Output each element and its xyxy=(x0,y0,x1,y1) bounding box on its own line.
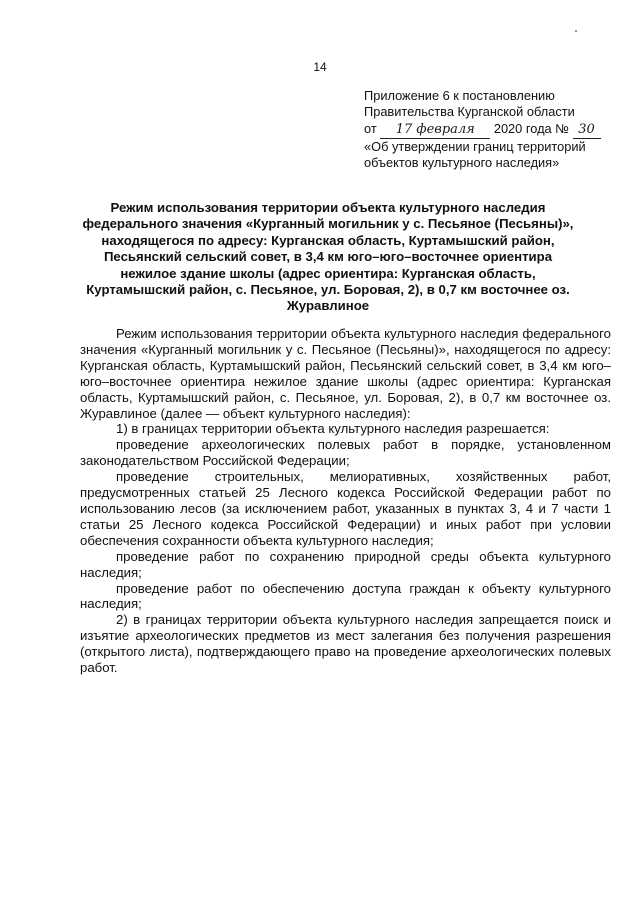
document-body xyxy=(80,326,611,676)
paragraph-prohibited: 2) в границах территории объекта культурного наследия запрещается поиск и изъятие археологических предметов из мест залегания без получения разрешения (открытого листа), подтверждающего право на проведение археологических полевых работ. xyxy=(80,612,611,676)
paragraph-allowed-nature: проведение работ по сохранению природной среды объекта культурного наследия; xyxy=(80,548,611,580)
handwritten-number: 30 xyxy=(573,122,601,139)
paragraph-allowed-access: проведение работ по обеспечению доступа граждан к объекту культурного наследия; xyxy=(80,580,611,612)
paragraph-allowed-construction: проведение строительных, мелиоративных, хозяйственных работ, предусмотренных статьей 25 Лесного кодекса Российской Федерации работ по использованию лесов (за исключением работ, указанных в пунктах 3, 4 и 7 части 1 статьи 25 Лесного кодекса Российской Федерации) и иных работ при условии обеспечения сохранности объекта культурного наследия; xyxy=(80,469,611,548)
scan-speck xyxy=(575,30,577,32)
document-title: Режим использования территории объекта культурного наследия федерального значения «Курганный могильник у с. Песьяное (Песьяны)», находящегося по адресу: Курганская область, Куртамышский район, Песьянский сельский совет, в 3,4 км юго–юго–восточнее ориентира нежилое здание школы (адрес ориентира: Курганская область, Куртамышский район, с. Песьяное, ул. Боровая, 2), в 0,7 км восточнее оз. Журавлиное xyxy=(82,200,574,314)
page-number: 14 xyxy=(313,60,327,74)
appendix-subject-line-1: «Об утверждении границ территорий xyxy=(364,138,586,154)
appendix-line-2: Правительства Курганской области xyxy=(364,104,575,120)
appendix-line-1: Приложение 6 к постановлению xyxy=(364,88,555,103)
appendix-year-text: 2020 года № xyxy=(493,120,569,136)
paragraph-allowed-archaeology: проведение археологических полевых работ в порядке, установленном законодательством Российской Федерации; xyxy=(80,437,611,469)
paragraph-intro: Режим использования территории объекта культурного наследия федерального значения «Курганный могильник у с. Песьяное (Песьяны)», находящегося по адресу: Курганская область, Куртамышский район, Песьянский сельский совет, в 3,4 км юго–юго–восточнее ориентира нежилое здание школы (адрес ориентира: Курганская область, Куртамышский район, с. Песьяное, ул. Боровая, 2), в 0,7 км восточнее оз. Журавлиное (далее — объект культурного наследия): xyxy=(80,326,611,421)
appendix-from-label: от xyxy=(364,120,377,136)
appendix-date-line xyxy=(364,121,614,139)
paragraph-allowed-heading: 1) в границах территории объекта культурного наследия разрешается: xyxy=(116,421,550,437)
appendix-subject-line-2: объектов культурного наследия» xyxy=(364,155,560,171)
appendix-block xyxy=(364,88,614,171)
handwritten-date: 17 февраля xyxy=(380,122,490,139)
